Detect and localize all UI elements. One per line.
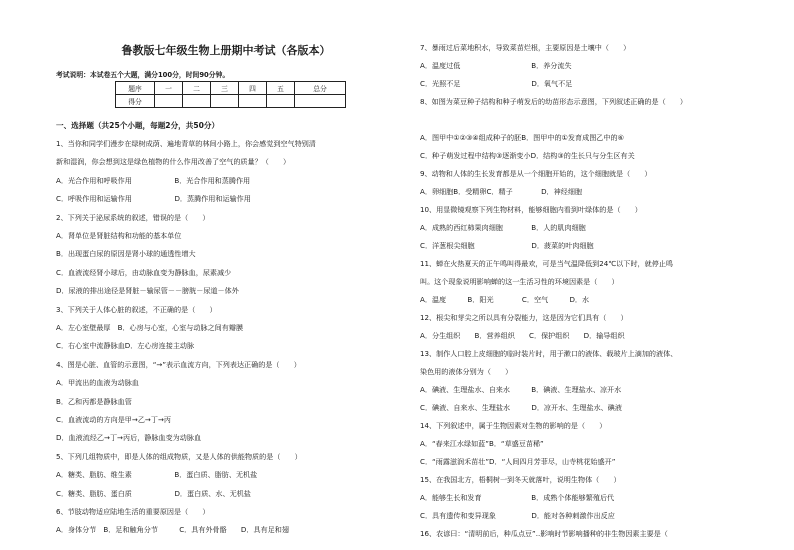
question-line: A．卵细胞B．受精卵C．精子 D．神经细胞 (420, 187, 583, 196)
section-heading: 一、选择题（共25个小题，每题2分，共50分） (56, 121, 220, 130)
score-header-cell: 二 (183, 82, 211, 95)
score-header-cell: 总分 (295, 82, 346, 95)
question-line: 15、在我国北方，梧桐树一到冬天就落叶，说明生物体（ ） (420, 475, 621, 484)
question-line: A．图甲中①②③④组成种子的胚B．图甲中的①发育成图乙中的⑥ (420, 133, 624, 142)
score-header-cell: 三 (211, 82, 239, 95)
question-line: C．右心室中流静脉血D．左心房连接主动脉 (56, 341, 195, 351)
question-line: A．分生组织 B．营养组织 C．保护组织 D．输导组织 (420, 331, 625, 340)
question-line: 叫。这个现象说明影响蝉的这一生活习性的环境因素是（ ） (420, 277, 619, 286)
score-cell (295, 95, 346, 108)
question-line: 4、图是心脏、血管的示意图，“→”表示血流方向，下列表达正确的是（ ） (56, 359, 301, 369)
question-line: A．糖类、脂肪、维生素 B．蛋白质、脂肪、无机盐 (56, 470, 258, 480)
question-line: A．甲流出的血液为动脉血 (56, 378, 139, 388)
question-line: B．乙和丙都是静脉血管 (56, 396, 132, 406)
question-line: A．成熟的西红柿果肉细胞 B．人的肌肉细胞 (420, 223, 586, 232)
question-line: 1、当你和同学们漫步在绿树成荫、遍地青草的林间小路上，你会感觉到空气特别清 (56, 139, 316, 148)
question-line: C．碘液、自来水、生理盐水 D．凉开水、生理盐水、碘液 (420, 403, 622, 412)
question-line: 2、下列关于泌尿系统的叙述，错误的是（ ） (56, 212, 210, 222)
question-line: 12、根尖和芽尖之所以具有分裂能力，这是因为它们具有（ ） (420, 313, 628, 322)
question-line: C．洋葱根尖细胞 D．菠菜的叶肉细胞 (420, 241, 594, 250)
exam-instructions: 考试说明：本试卷五个大题，满分100分，时间90分钟。 (56, 71, 230, 79)
question-line: A．碘液、生理盐水、自来水 B．碘液、生理盐水、凉开水 (420, 385, 622, 394)
question-line: 9、动物和人体的生长发育都是从一个细胞开始的，这个细胞就是（ ） (420, 169, 652, 178)
score-header-cell: 题序 (116, 82, 155, 95)
question-line: 16、农谚曰：“清明前后，种瓜点豆”..影响时节影响播种的非生物因素主要是（ (420, 529, 668, 538)
question-line: A．肾单位是肾脏结构和功能的基本单位 (56, 231, 182, 240)
score-row-label: 得分 (116, 95, 155, 108)
score-cell (211, 95, 239, 108)
question-line: C．“雨露滋润禾苗壮”D．“人间四月芳菲尽，山寺桃花始盛开” (420, 457, 616, 466)
question-line: C．具有遗传和变异现象 D．能对各种刺激作出反应 (420, 511, 615, 520)
question-line: C．血液流经肾小球后，由动脉血变为静脉血，尿素减少 (56, 267, 232, 277)
question-line: C．糖类、脂肪、蛋白质 D．蛋白质、水、无机盐 (56, 488, 251, 498)
score-header-cell: 五 (267, 82, 295, 95)
score-cell (267, 95, 295, 108)
question-line: A．光合作用和呼吸作用 B．光合作用和蒸腾作用 (56, 175, 251, 185)
score-cell (239, 95, 267, 108)
question-line: A．“春来江水绿如蓝”B．“草盛豆苗稀” (420, 439, 544, 448)
question-line: A．能够生长和发育 B．成熟个体能够繁殖后代 (420, 493, 615, 502)
question-line: C．血液流动的方向是甲→乙→丁→丙 (56, 415, 172, 424)
question-line: 染色用的液体分别为（ ） (420, 367, 513, 376)
question-line: A．左心室壁最厚 B．心房与心室，心室与动脉之间有瓣膜 (56, 323, 244, 332)
question-line: A．温度 B．阳光 C．空气 D．水 (420, 295, 590, 304)
question-line: 新和湿润，你会想到这是绿色植物的什么作用改善了空气的质量？（ ） (56, 157, 291, 167)
question-line: A．身体分节 B．足和触角分节 C．具有外骨骼 D．具有足和翅 (56, 525, 289, 535)
question-line: 13、制作人口腔上皮细胞的临时装片时，用于漱口的液体、载玻片上滴加的液体、 (420, 349, 678, 358)
page-title: 鲁教版七年级生物上册期中考试（各版本） (121, 44, 331, 57)
question-line: 8、如图为菜豆种子结构和种子萌发后的幼苗形态示意图，下列叙述正确的是（ ） (420, 97, 687, 106)
score-header-cell: 四 (239, 82, 267, 95)
question-line: C．种子萌发过程中结构③逐渐变小D．结构③的生长只与分生区有关 (420, 151, 635, 160)
question-line: 3、下列关于人体心脏的叙述，不正确的是（ ） (56, 304, 217, 314)
question-line: C．光照不足 D．氧气不足 (420, 79, 573, 88)
question-line: 5、下列几组物质中，即是人体的组成物质，又是人体的供能物质的是（ ） (56, 451, 302, 461)
question-line: 6、节肢动物适应陆地生活的重要原因是（ ） (56, 507, 210, 516)
question-line: C．呼吸作用和运输作用 D．蒸腾作用和运输作用 (56, 194, 251, 204)
score-header-cell: 一 (155, 82, 183, 95)
score-table (115, 81, 346, 108)
score-cell (183, 95, 211, 108)
question-line: 11、蝉在火热夏天的正午鸣叫得最欢，可是当气温降低到24℃以下时，就停止鸣 (420, 259, 674, 268)
score-table-header-row (116, 82, 346, 95)
score-cell (155, 95, 183, 108)
question-line: 7、暴雨过后菜地积水，导致菜苗烂根，主要原因是土壤中（ ） (420, 43, 631, 52)
question-line: 14、下列叙述中，属于生物因素对生物的影响的是（ ） (420, 421, 607, 430)
question-line: D．尿液的排出途径是肾脏－输尿管－－膀胱－尿道－体外 (56, 286, 239, 296)
score-table-score-row (116, 95, 346, 108)
question-line: D．血液流经乙→丁→丙后，静脉血变为动脉血 (56, 433, 202, 443)
question-line: 10、用显微镜观察下列生物材料，能够细胞内看到叶绿体的是（ ） (420, 205, 642, 214)
question-line: A．温度过低 B．养分流失 (420, 61, 572, 70)
question-line: B．出现蛋白尿的原因是肾小球的通透性增大 (56, 249, 196, 259)
